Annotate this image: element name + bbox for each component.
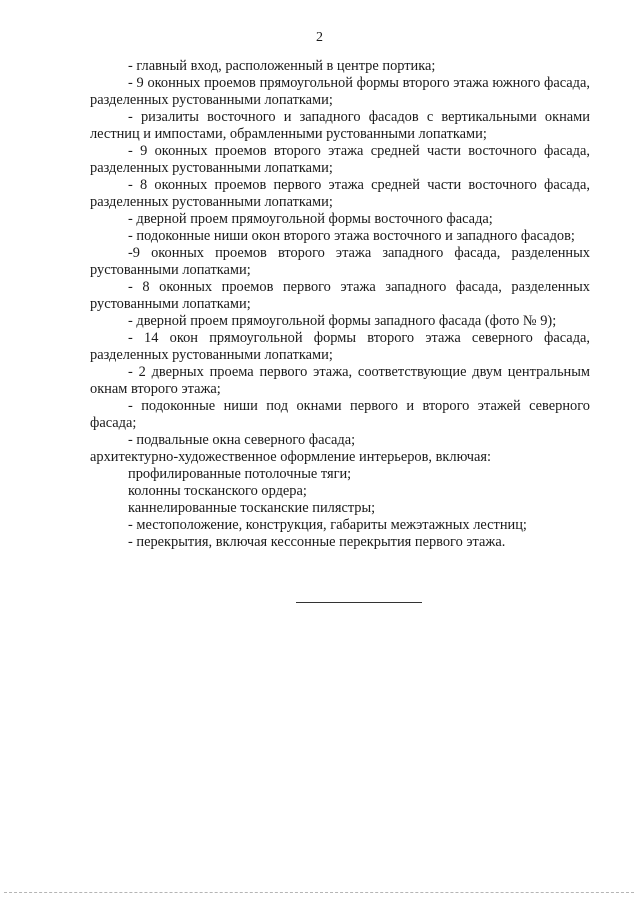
list-item: - главный вход, расположенный в центре портика; <box>128 58 436 74</box>
document-body <box>90 58 590 551</box>
end-divider <box>296 602 422 603</box>
list-item: - дверной проем прямоугольной формы восточного фасада; <box>128 211 493 227</box>
list-item: - дверной проем прямоугольной формы западного фасада (фото № 9); <box>128 313 557 329</box>
section-heading: архитектурно-художественное оформление интерьеров, включая: <box>90 449 492 465</box>
list-item: - 2 дверных проема первого этажа, соответствующие двум центральным окнам второго этажа; <box>90 364 590 397</box>
list-item: -9 оконных проемов второго этажа западного фасада, разделенных рустованными лопатками; <box>90 245 590 278</box>
list-item: - перекрытия, включая кессонные перекрытия первого этажа. <box>128 534 506 550</box>
list-item: - 9 оконных проемов прямоугольной формы второго этажа южного фасада, разделенных рустованными лопатками; <box>90 75 590 108</box>
list-item: профилированные потолочные тяги; <box>128 466 352 482</box>
page-number: 2 <box>316 30 323 45</box>
list-item: - 8 оконных проемов первого этажа средней части восточного фасада, разделенных рустованными лопатками; <box>90 177 590 210</box>
list-item: колонны тосканского ордера; <box>128 483 307 499</box>
list-item: - местоположение, конструкция, габариты межэтажных лестниц; <box>128 517 527 533</box>
list-item: - 14 окон прямоугольной формы второго этажа северного фасада, разделенных рустованными лопатками; <box>90 330 590 363</box>
page-bottom-dashed-line <box>4 892 634 893</box>
list-item: - 9 оконных проемов второго этажа средней части восточного фасада, разделенных рустованными лопатками; <box>90 143 590 176</box>
list-item: - подоконные ниши под окнами первого и второго этажей северного фасада; <box>90 398 590 431</box>
list-item: - 8 оконных проемов первого этажа западного фасада, разделенных рустованными лопатками; <box>90 279 590 312</box>
list-item: - ризалиты восточного и западного фасадов с вертикальными окнами лестниц и импостами, обрамленными рустованными лопатками; <box>90 109 590 142</box>
list-item: каннелированные тосканские пилястры; <box>128 500 376 516</box>
list-item: - подоконные ниши окон второго этажа восточного и западного фасадов; <box>128 228 575 244</box>
list-item: - подвальные окна северного фасада; <box>128 432 356 448</box>
